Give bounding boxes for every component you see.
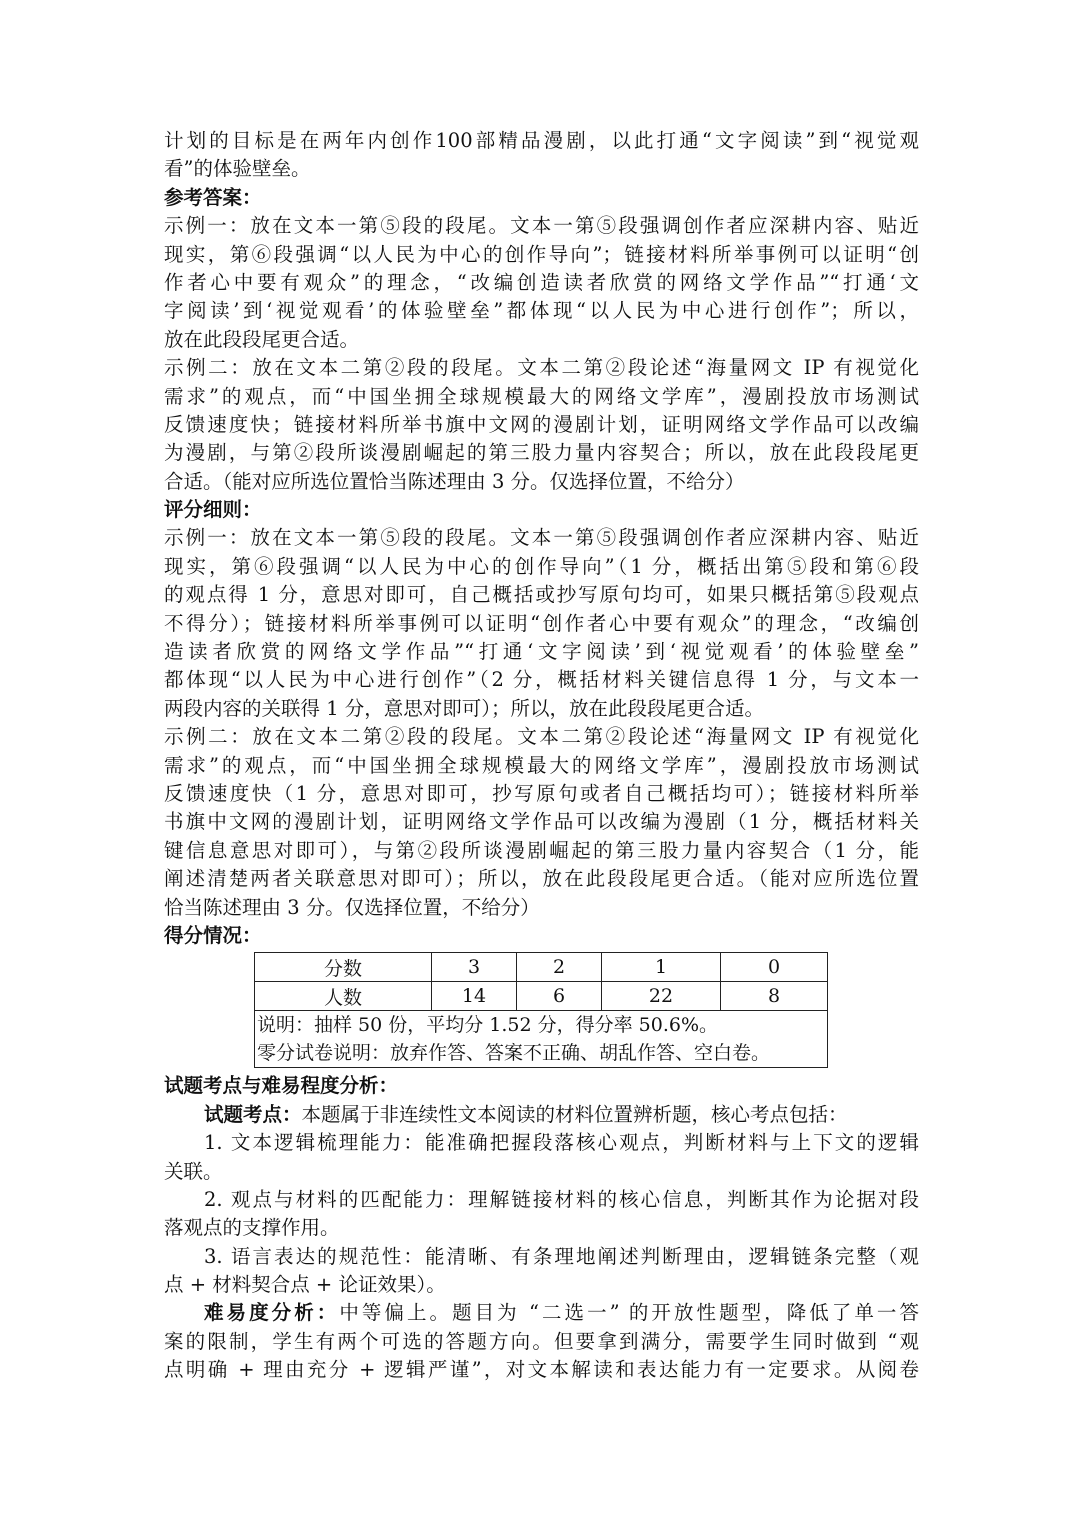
text-line: 3. 语言表达的规范性：能清晰、有条理地阐述判断理由，逻辑链条完整（观 (204, 1244, 919, 1268)
focus-text: 本题属于非连续性文本阅读的材料位置辨析题，核心考点包括： (301, 1102, 848, 1126)
text-line: 示例二：放在文本二第②段的段尾。文本二第②段论述“海量网文 IP 有视觉化 (164, 725, 919, 749)
text-line: 示例二：放在文本二第②段的段尾。文本二第②段论述“海量网文 IP 有视觉化 (164, 356, 919, 380)
intro-paragraph (164, 127, 919, 184)
text-line: 点明确 + 理由充分 + 逻辑严谨”，对文本解读和表达能力有一定要求。从阅卷 (164, 1358, 919, 1382)
text-line: 示例一：放在文本一第⑤段的段尾。文本一第⑤段强调创作者应深耕内容、贴近 (164, 526, 919, 550)
table-row-score (255, 953, 828, 982)
table-cell: 2 (517, 953, 602, 982)
text-line: 现实，第⑥段强调“以人民为中心的创作导向”；链接材料所举事例可以证明“创 (164, 242, 919, 266)
text-line: 字阅读’到‘视觉观看’的体验壁垒”都体现“以人民为中心进行创作”；所以， (164, 299, 919, 323)
score-stats-heading: 得分情况： (164, 923, 262, 947)
text-line: 放在此段段尾更合适。 (164, 327, 360, 351)
table-cell: 22 (602, 982, 721, 1011)
analysis-focus-line (164, 1101, 919, 1129)
scoring-rules-body (164, 524, 919, 921)
text-line: 2. 观点与材料的匹配能力：理解链接材料的核心信息，判断其作为论据对段 (204, 1187, 919, 1211)
difficulty-line (164, 1299, 919, 1327)
text-line: 示例一：放在文本一第⑤段的段尾。文本一第⑤段强调创作者应深耕内容、贴近 (164, 214, 919, 238)
text-line: 不得分）；链接材料所举事例可以证明“创作者心中要有观众”的理念，“改编创 (164, 611, 919, 635)
text-line: 反馈速度快；链接材料所举书旗中文网的漫剧计划，证明网络文学作品可以改编 (164, 412, 919, 436)
difficulty-label: 难易度分析： (204, 1301, 340, 1325)
table-cell: 3 (432, 953, 517, 982)
reference-answer-body (164, 212, 919, 496)
text-line: 都体现“以人民为中心进行创作”（2 分，概括材料关键信息得 1 分，与文本一 (164, 668, 919, 692)
text-line: 落观点的支撑作用。 (164, 1216, 340, 1240)
text-line: 键信息意思对即可），与第②段所谈漫剧崛起的第三股力量内容契合（1 分，能 (164, 838, 919, 862)
text-line: 现实，第⑥段强调“以人民为中心的创作导向”（1 分，概括出第⑤段和第⑥段 (164, 554, 919, 578)
text-line: 案的限制，学生有两个可选的答题方向。但要拿到满分，需要学生同时做到 “观 (164, 1329, 919, 1353)
text-line: 看”的体验壁垒。 (164, 157, 311, 181)
table-cell: 8 (721, 982, 828, 1011)
text-line: 1. 文本逻辑梳理能力：能准确把握段落核心观点，判断材料与上下文的逻辑 (204, 1131, 919, 1155)
text-line: 书旗中文网的漫剧计划，证明网络文学作品可以改编为漫剧（1 分，概括材料关 (164, 810, 919, 834)
text-line: 的观点得 1 分，意思对即可，自己概括或抄写原句均可，如果只概括第⑤段观点 (164, 583, 919, 607)
text-line: 作者心中要有观众”的理念，“改编创造读者欣赏的网络文学作品”“打通‘文 (164, 270, 919, 294)
table-note-cell (255, 1011, 828, 1068)
text-line: 合适。（能对应所选位置恰当陈述理由 3 分。仅选择位置，不给分） (164, 469, 745, 493)
analysis-heading: 试题考点与难易程度分析： (164, 1074, 399, 1098)
text-line: 阐述清楚两者关联意思对即可）；所以，放在此段段尾更合适。（能对应所选位置 (164, 867, 919, 891)
table-cell: 1 (602, 953, 721, 982)
sample-note: 说明：抽样 50 份，平均分 1.52 分，得分率 50.6%。 (257, 1014, 719, 1037)
document-page (164, 127, 919, 1385)
zero-score-note: 零分试卷说明：放弃作答、答案不正确、胡乱作答、空白卷。 (257, 1042, 771, 1065)
difficulty-text: 中等偏上。题目为 “二选一” 的开放性题型，降低了单一答 (339, 1301, 919, 1325)
text-line: 两段内容的关联得 1 分，意思对即可）；所以，放在此段段尾更合适。 (164, 696, 765, 720)
focus-label: 试题考点： (204, 1102, 302, 1126)
text-line: 需求”的观点，而“中国坐拥全球规模最大的网络文学库”，漫剧投放市场测试 (164, 384, 919, 408)
table-row-note (255, 1011, 828, 1068)
text-line: 关联。 (164, 1159, 223, 1183)
table-row-count (255, 982, 828, 1011)
text-line: 为漫剧，与第②段所谈漫剧崛起的第三股力量内容契合；所以，放在此段段尾更 (164, 441, 919, 465)
table-cell: 14 (432, 982, 517, 1011)
text-line: 计划的目标是在两年内创作100部精品漫剧，以此打通“文字阅读”到“视觉观 (164, 129, 919, 152)
table-cell: 人数 (255, 982, 432, 1011)
score-table (254, 952, 828, 1068)
reference-answer-heading: 参考答案： (164, 185, 262, 209)
text-line: 需求”的观点，而“中国坐拥全球规模最大的网络文学库”，漫剧投放市场测试 (164, 753, 919, 777)
text-line: 恰当陈述理由 3 分。仅选择位置，不给分） (164, 895, 540, 919)
text-line: 点 + 材料契合点 + 论证效果）。 (164, 1273, 446, 1297)
text-line: 造读者欣赏的网络文学作品”“打通‘文字阅读’到‘视觉观看’的体验壁垒” (164, 640, 919, 664)
scoring-rules-heading: 评分细则： (164, 498, 262, 522)
text-line: 反馈速度快（1 分，意思对即可，抄写原句或者自己概括均可）；链接材料所举 (164, 781, 919, 805)
table-cell: 0 (721, 953, 828, 982)
table-cell: 分数 (255, 953, 432, 982)
table-cell: 6 (517, 982, 602, 1011)
